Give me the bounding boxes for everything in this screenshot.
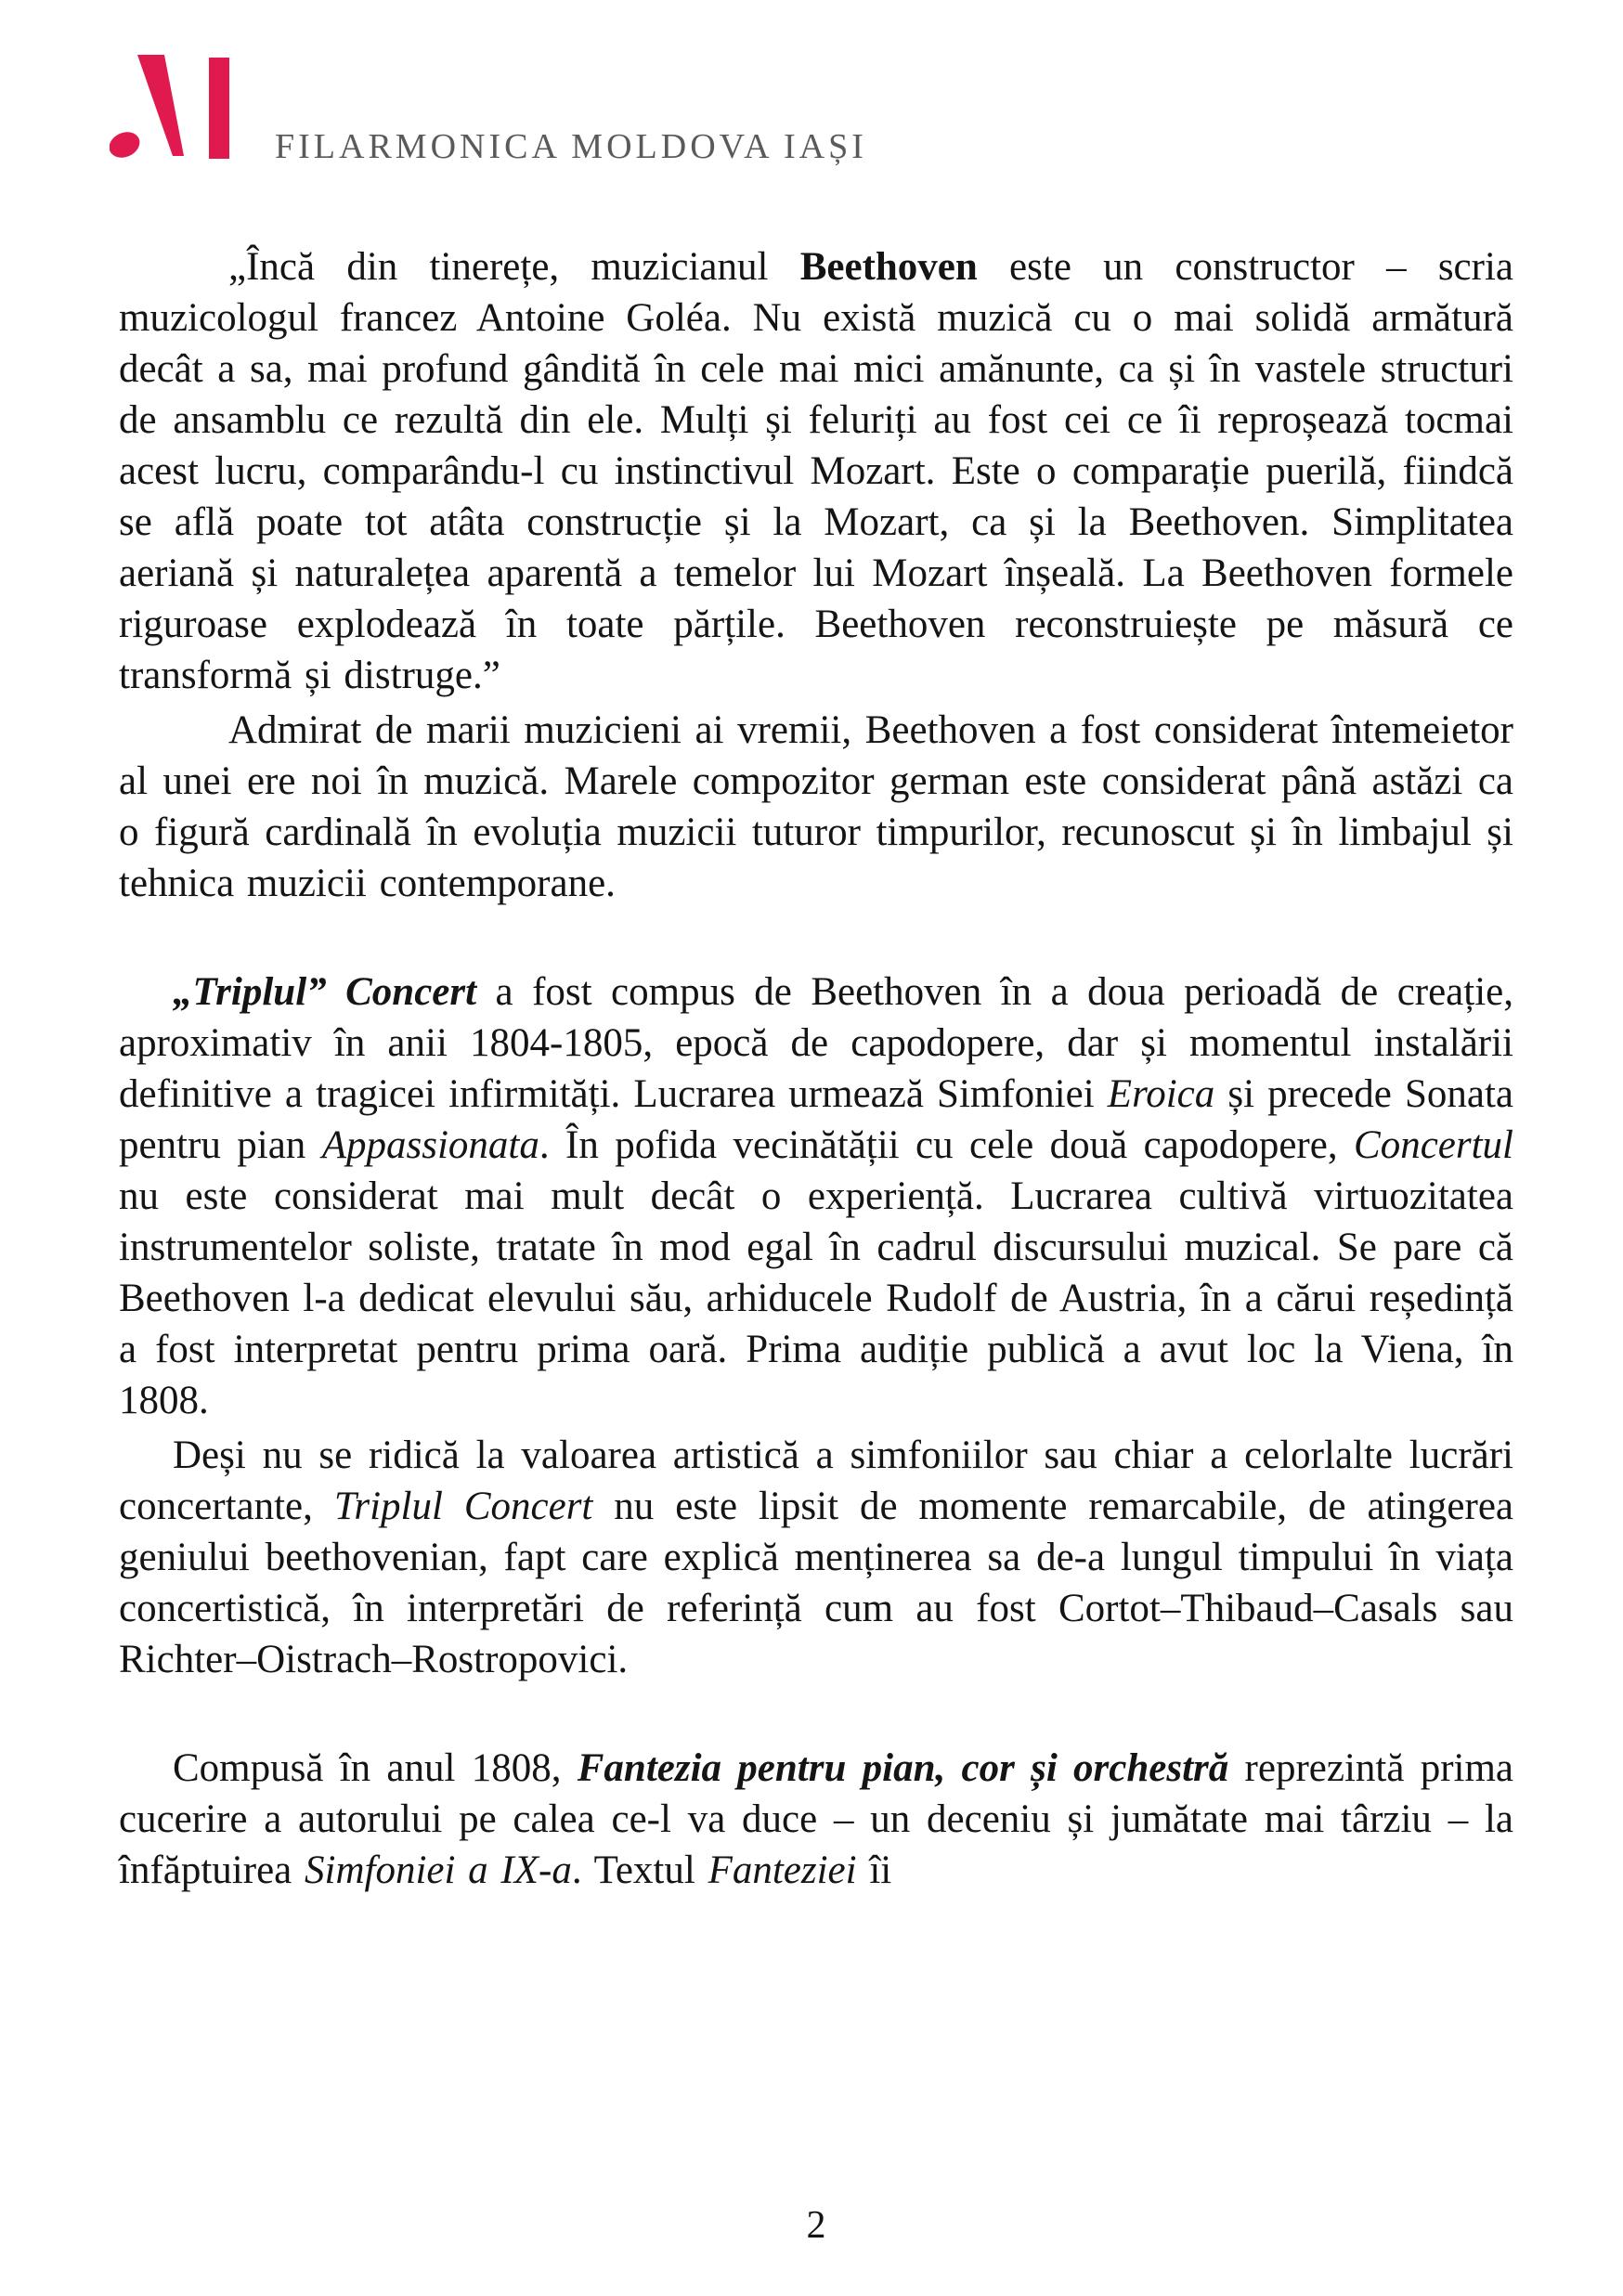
text-run: Triplul Concert <box>333 1485 593 1528</box>
text-run: Fantezia pentru pian, cor și orchestră <box>577 1746 1229 1790</box>
paragraph <box>119 705 1513 909</box>
text-run: . Textul <box>571 1848 708 1892</box>
program-notes-body <box>0 241 1623 1896</box>
text-run: „Încă din tinerețe, muzicianul <box>228 245 800 289</box>
text-run: „Triplul” Concert <box>173 970 477 1014</box>
page-number: 2 <box>806 2204 826 2247</box>
text-run: Beethoven <box>799 245 978 289</box>
text-run: Eroica <box>1107 1072 1215 1116</box>
filarmonica-m-logo-icon <box>110 52 232 162</box>
text-run: nu este considerat mai mult decât o experiență. Lucrarea cultivă virtuozitatea instrumentelor soliste, tratate în mod egal în cadrul discursului muzical. Se pare că Beethoven l-a dedicat elevului său, arhiducele Rudolf de Austria, în a cărui reședință a fost interpretat pentru prima oară. Prima audiție publică a avut loc la Viena, în 1808. <box>119 1174 1513 1422</box>
text-run: Appassionata <box>321 1123 539 1167</box>
paragraph <box>119 966 1513 1426</box>
text-run: Deși nu se ridică la valoarea artistică a simfoniilor sau chiar a celorlalte lucrări concertante, <box>119 1433 1513 1528</box>
text-run: Concertul <box>1354 1123 1513 1167</box>
text-run: . În pofida vecinătății cu cele două capodopere, <box>539 1123 1355 1167</box>
text-run: Fanteziei <box>708 1848 857 1892</box>
text-run: a fost compus de Beethoven în a doua perioadă de creație, aproximativ în anii 1804-1805, epocă de capodopere, dar și momentul instalării definitive a tragicei infirmități. Lucrarea urmează Simfoniei <box>119 970 1513 1116</box>
logo-text: FILARMONICA MOLDOVA IAȘI <box>275 127 867 166</box>
text-run: reprezintă prima cucerire a autorului pe calea ce-l va duce – un deceniu și jumătate mai târziu – la înfăptuirea <box>119 1746 1513 1892</box>
text-run: Compusă în anul 1808, <box>173 1746 578 1790</box>
text-run: Simfoniei a IX-a <box>305 1848 572 1892</box>
text-run: și precede Sonata pentru pian <box>119 1072 1514 1167</box>
paragraph <box>119 241 1513 701</box>
text-run: Admirat de marii muzicieni ai vremii, Beethoven a fost considerat întemeietor al unei ere noi în muzică. Marele compozitor german este considerat până astăzi ca o figură cardinală în evoluția muzicii tuturor timpurilor, recunoscut și în limbajul și tehnica muzicii contemporane. <box>119 708 1513 905</box>
text-run: nu este lipsit de momente remarcabile, de atingerea geniului beethovenian, fapt care explică menținerea sa de-a lungul timpului în viața concertistică, în interpretări de referință cum au fost Cortot–Thibaud–Casals sau Richter–Oistrach–Rostropovici. <box>119 1485 1514 1681</box>
page-header <box>0 0 1623 166</box>
page-footer <box>119 2203 1513 2248</box>
text-run: este un constructor – scria muzicologul francez Antoine Goléa. Nu există muzică cu o mai solidă armătură decât a sa, mai profund gândită în cele mai mici amănunte, ca și în vastele structuri de ansamblu ce rezultă din ele. Mulți și feluriți au fost cei ce îi reproșează tocmai acest lucru, comparându-l cu instinctivul Mozart. Este o comparație puerilă, fiindcă se află poate tot atâta construcție și la Mozart, ca și la Beethoven. Simplitatea aeriană și naturalețea aparentă a temelor lui Mozart înșeală. La Beethoven formele riguroase explodează în toate părțile. Beethoven reconstruiește pe măsură ce transformă și distruge.” <box>119 245 1513 697</box>
paragraph <box>119 1430 1513 1685</box>
paragraph <box>119 1743 1513 1896</box>
text-run: îi <box>856 1848 892 1892</box>
